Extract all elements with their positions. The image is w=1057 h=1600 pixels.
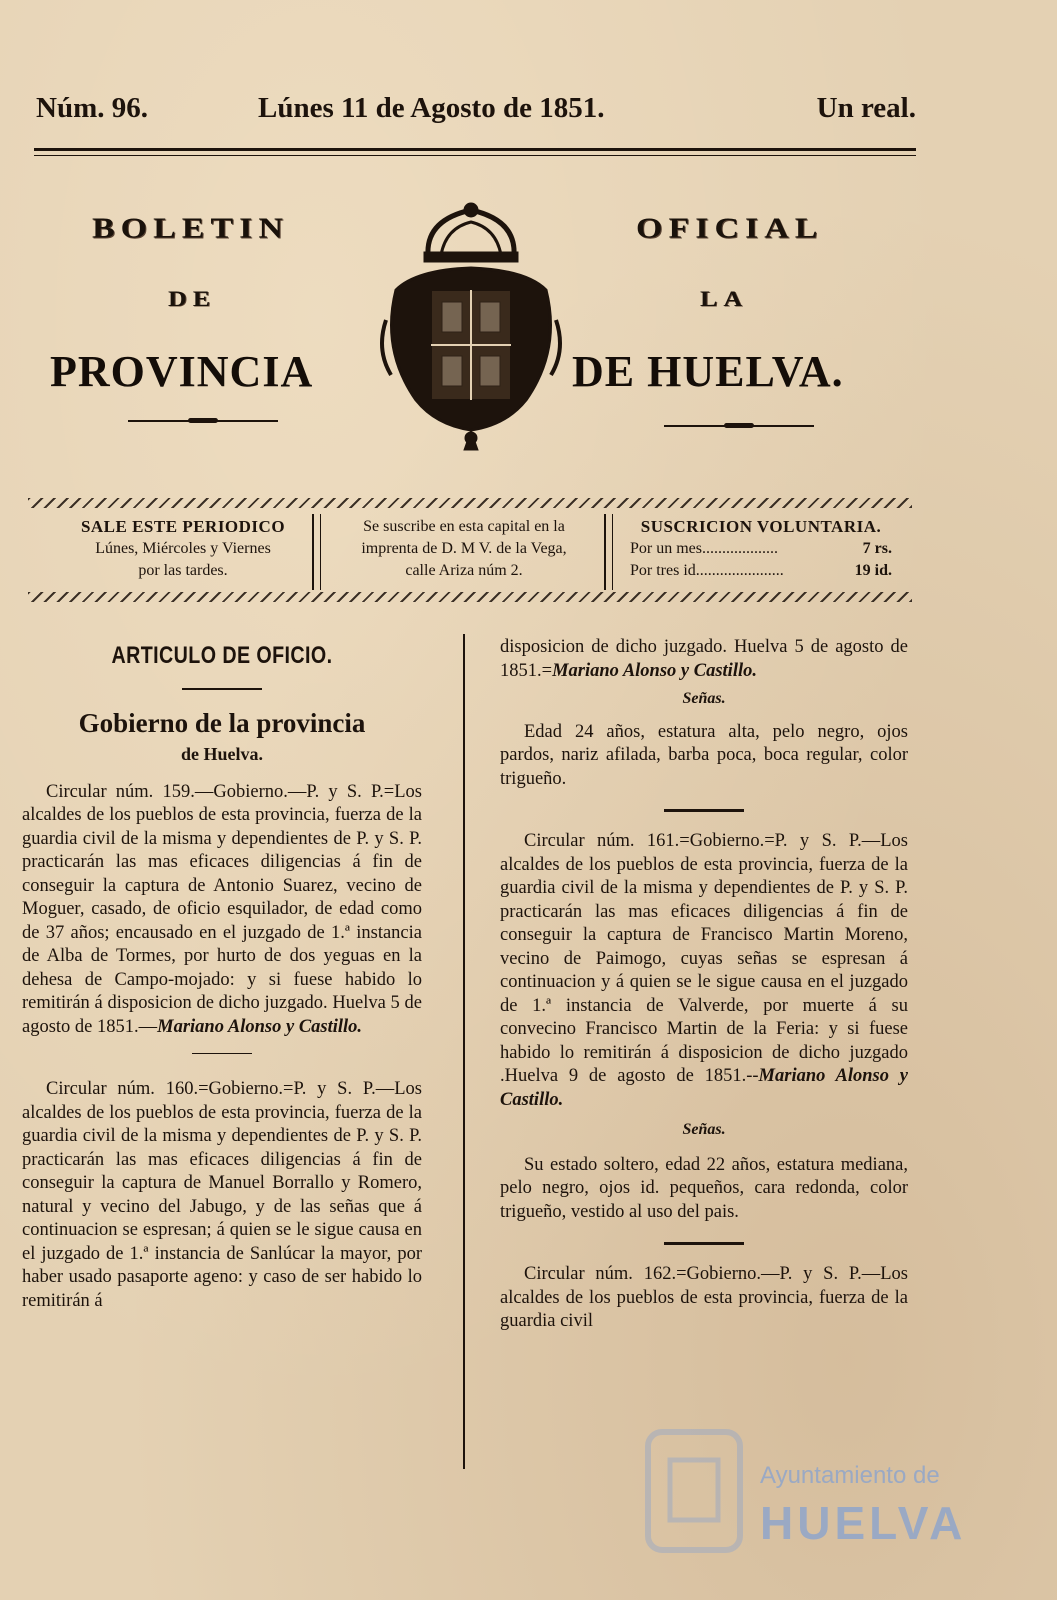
watermark-line-1: Ayuntamiento de	[760, 1462, 940, 1489]
section-title: ARTICULO DE OFICIO.	[111, 642, 333, 669]
left-column	[22, 644, 422, 1313]
senas-description-1: Edad 24 años, estatura alta, pelo negro, ojos pardos, nariz afilada, barba poca, boca regular, color trigueño.	[500, 721, 908, 789]
price-row-month	[630, 538, 892, 560]
divider	[192, 1053, 252, 1054]
senas-description-2: Su estado soltero, edad 22 años, estatura mediana, pelo negro, ojos id. pequeños, cara redonda, color trigueño, vestido al uso del pais.	[500, 1154, 908, 1222]
circular-160-cont-text: disposicion de dicho juzgado. Huelva 5 de agosto de 1851.=	[500, 637, 908, 681]
circular-162: Circular núm. 162.=Gobierno.—P. y S. P.—Los alcaldes de los pueblos de esta provincia, fuerza de la guardia civil	[500, 1264, 908, 1331]
gobierno-title: Gobierno de la provincia	[78, 707, 366, 738]
circular-159-signature: Mariano Alonso y Castillo.	[157, 1016, 363, 1037]
masthead-huelva: DE HUELVA.	[572, 347, 844, 396]
divider	[664, 809, 744, 812]
coat-of-arms-icon	[376, 200, 566, 455]
circular-160: Circular núm. 160.=Gobierno.=P. y S. P.—Los alcaldes de los pueblos de esta provincia, fuerza de la guardia civil de la misma y dependientes de P. y S. P. practicarán las mas eficaces diligencias á fin de conseguir la captura de Manuel Borrallo y Romero, natural y vecino del Jabugo, y de las señas que á continuacion se espresan; á quien se le sigue causa en el juzgado de 1.ª instancia de Sanlúcar la mayor, por haber usado pasaporte ageno: y caso de ser habido lo remitirán á	[22, 1079, 422, 1311]
ornament-left	[128, 420, 278, 422]
circular-160-signature: Mariano Alonso y Castillo.	[552, 660, 757, 681]
circular-159-text: Circular núm. 159.—Gobierno.—P. y S. P.=Los alcaldes de los pueblos de esta provincia, fuerza de la guardia civil de la misma y dependientes de P. y S. P. practicarán las mas eficaces diligencias á fin de conseguir la captura de Antonio Suarez, vecino de Moguer, casado, de oficio esquilador, de edad como de 37 años; encausado en el juzgado de 1.ª instancia de Alba de Tormes, por hurto de dos yeguas en la dehesa de Campo-mojado: y si fuese habido lo remitirán á disposicion de dicho juzgado. Huelva 5 de agosto de 1851.—	[22, 781, 422, 1037]
subscription-prices	[630, 516, 892, 582]
divider	[320, 514, 321, 590]
info-box-bottom-border	[28, 592, 912, 602]
location-line-1: Se suscribe en esta capital en la	[363, 518, 565, 535]
senas-heading-1: Señas.	[682, 690, 726, 707]
circular-161-signature: Mariano Alonso y Castillo.	[500, 1066, 908, 1110]
location-line-3: calle Ariza núm 2.	[405, 562, 523, 579]
info-box-top-border	[28, 498, 912, 508]
gobierno-subtitle: de Huelva.	[180, 744, 263, 764]
divider	[604, 514, 606, 590]
header-rule	[34, 148, 916, 151]
divider	[612, 514, 613, 590]
divider	[664, 1242, 744, 1245]
issue-price: Un real.	[816, 92, 916, 124]
masthead-boletin: BOLETIN	[92, 212, 289, 245]
subscription-info-box	[28, 498, 912, 602]
circular-161	[500, 830, 908, 1112]
issue-number: Núm. 96.	[36, 92, 148, 124]
schedule-heading: SALE ESTE PERIODICO	[80, 517, 286, 536]
title-rule	[182, 688, 262, 690]
schedule-days: Lúnes, Miércoles y Viernes	[95, 540, 271, 557]
issue-header	[36, 92, 916, 132]
ornament-right	[664, 425, 814, 427]
masthead-oficial: OFICIAL	[636, 212, 824, 245]
circular-160-continuation	[500, 636, 908, 683]
prices-heading: SUSCRICION VOLUNTARIA.	[640, 517, 882, 536]
circular-159	[22, 781, 422, 1040]
subscription-location	[328, 516, 600, 582]
publication-schedule	[48, 516, 318, 582]
divider	[312, 514, 314, 590]
right-column	[500, 636, 908, 1334]
masthead-provincia: PROVINCIA	[50, 347, 314, 396]
schedule-time: por las tardes.	[138, 562, 228, 579]
location-line-2: imprenta de D. M V. de la Vega,	[361, 540, 567, 557]
header-rule-thin	[34, 155, 916, 156]
watermark-line-2: HUELVA	[760, 1497, 967, 1549]
price-value: 7 rs.	[862, 540, 892, 557]
senas-heading-2: Señas.	[682, 1121, 726, 1138]
issue-date: Lúnes 11 de Agosto de 1851.	[258, 92, 605, 124]
masthead-la: LA	[700, 286, 749, 311]
price-value: 19 id.	[854, 562, 892, 579]
column-separator	[463, 634, 465, 1469]
price-label: Por tres id......................	[630, 562, 784, 579]
masthead-de: DE	[168, 286, 217, 311]
price-label: Por un mes...................	[630, 540, 778, 557]
price-row-three-months	[630, 560, 892, 582]
circular-161-text: Circular núm. 161.=Gobierno.=P. y S. P.—Los alcaldes de los pueblos de esta provincia, fuerza de la guardia civil de la misma y dependientes de P. y S. P. practicarán las mas eficaces diligencias á fin de conseguir la captura de Francisco Martin Moreno, vecino de Paimogo, cuyas señas se espresan á continuacion y á quien se le sigue causa en el juzgado de 1.ª instancia de Valverde, por muerte á su convecino Francisco Martin de la Feria: y si fuese habido lo remitirán á disposicion de dicho juzgado .Huelva 9 de agosto de 1851.--	[500, 831, 908, 1086]
